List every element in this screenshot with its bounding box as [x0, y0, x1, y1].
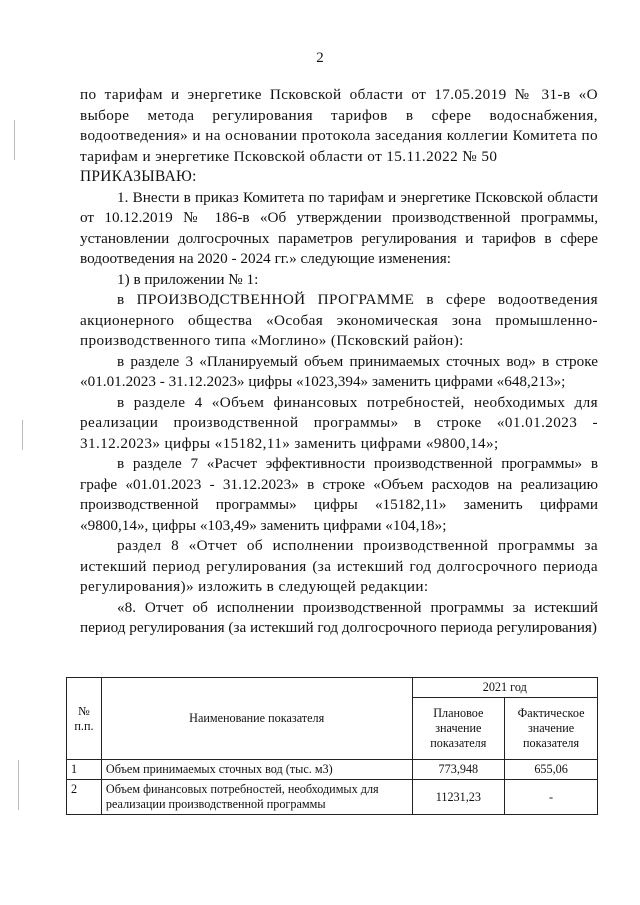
- section-4-paragraph: в разделе 4 «Объем финансовых потребностей, необходимых для реализации производственной программы» в строке «01.01.2023 - 31.12.2023» цифры «15182,11» заменить цифрами «9800,14»;: [80, 393, 598, 452]
- order-heading: ПРИКАЗЫВАЮ:: [80, 168, 197, 185]
- page-number: 2: [316, 50, 324, 66]
- scan-speck: [22, 420, 23, 450]
- header-year: 2021 год: [412, 678, 598, 698]
- header-actual: Фактическое значение показателя: [505, 698, 598, 760]
- section-8-paragraph: раздел 8 «Отчет об исполнении производственной программы за истекший период регулирования (за истекший год долгосрочного периода регулирования)» изложить в следующей редакции:: [80, 537, 598, 595]
- row-actual: -: [505, 780, 598, 815]
- row-actual: 655,06: [505, 760, 598, 780]
- header-name: Наименование показателя: [101, 678, 412, 760]
- document-body: [80, 85, 598, 639]
- table-row: [67, 780, 598, 815]
- table-row: [67, 760, 598, 780]
- scan-speck: [14, 120, 15, 160]
- intro-paragraph: по тарифам и энергетике Псковской области от 17.05.2019 № 31-в «О выборе метода регулирования тарифов в сфере водоснабжения, водоотведения» и на основании протокола заседания коллегии Комитета по тарифам и энергетике Псковской области от 15.11.2022 № 50: [80, 86, 598, 165]
- section-7-paragraph: в разделе 7 «Расчет эффективности производственной программы» в графе «01.01.2023 - 31.12.2023» в строке «Объем расходов на реализацию производственной программы» цифры «15182,11» заменить цифрами «9800,14», цифры «103,49» заменить цифрами «104,18»;: [80, 455, 598, 534]
- row-planned: 773,948: [412, 760, 505, 780]
- report-table: [66, 677, 598, 815]
- row-name: Объем финансовых потребностей, необходимых для реализации производственной программы: [101, 780, 412, 815]
- subitem-1-paragraph: 1) в приложении № 1:: [117, 270, 259, 288]
- row-number: 2: [67, 780, 102, 815]
- section-3-paragraph: в разделе 3 «Планируемый объем принимаемых сточных вод» в строке «01.01.2023 - 31.12.2023» цифры «1023,394» заменить цифрами «648,213»;: [80, 352, 598, 390]
- row-name: Объем принимаемых сточных вод (тыс. м3): [101, 760, 412, 780]
- report-table-wrapper: [66, 677, 598, 815]
- program-paragraph: в ПРОИЗВОДСТВЕННОЙ ПРОГРАММЕ в сфере водоотведения акционерного общества «Особая экономическая зона промышленно-производственного типа «Моглино» (Псковский район):: [80, 291, 598, 349]
- report-title-paragraph: «8. Отчет об исполнении производственной программы за истекший период регулирования (за истекший год долгосрочного периода регулирования): [80, 598, 598, 636]
- row-planned: 11231,23: [412, 780, 505, 815]
- row-number: 1: [67, 760, 102, 780]
- header-planned: Плановое значение показателя: [412, 698, 505, 760]
- scan-speck: [18, 760, 19, 810]
- header-number: № п.п.: [67, 678, 102, 760]
- item-1-paragraph: 1. Внести в приказ Комитета по тарифам и энергетике Псковской области от 10.12.2019 № 186-в «Об утверждении производственной программы, установлении долгосрочных параметров регулирования и тарифов в сфере водоотведения на 2020 - 2024 гг.» следующие изменения:: [80, 188, 598, 267]
- table-header-row-1: [67, 678, 598, 698]
